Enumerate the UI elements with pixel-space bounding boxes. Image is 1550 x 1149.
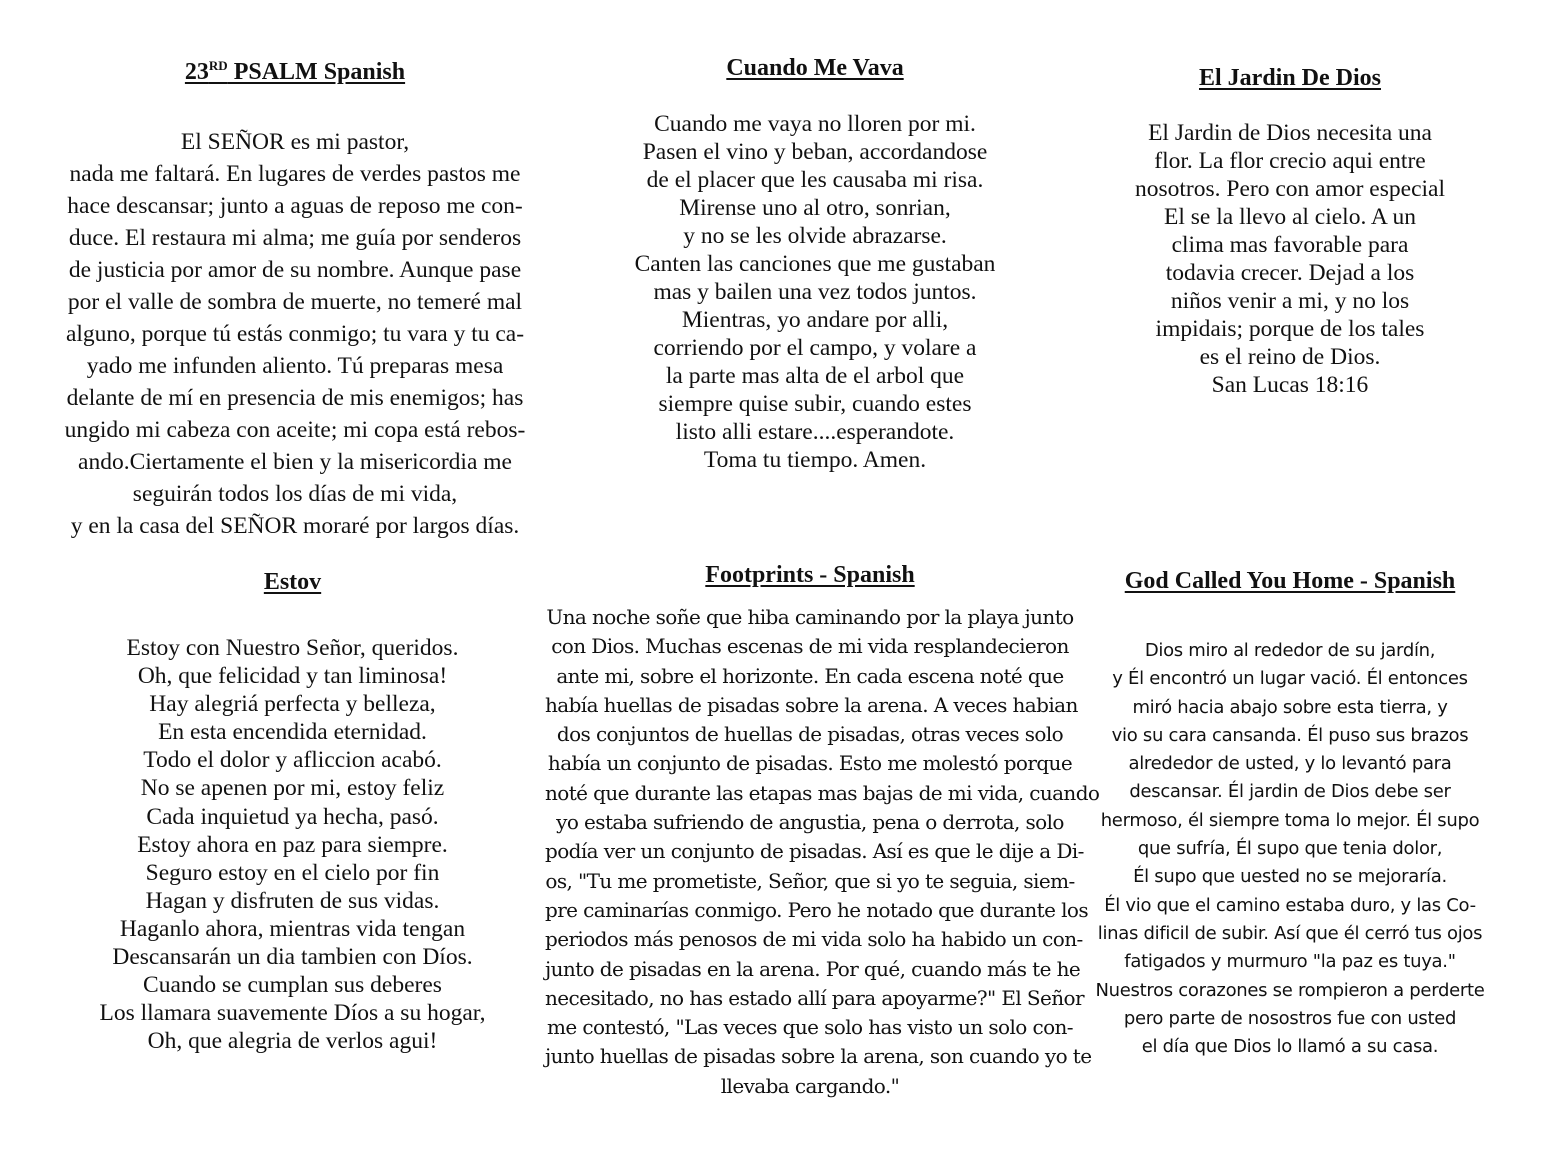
text-line: Haganlo ahora, mientras vida tengan — [119, 915, 466, 942]
el-jardin-de-dios-body — [1100, 119, 1480, 399]
text-line: y Él encontró un lugar vació. Él entonces — [1112, 668, 1468, 690]
text-line: En esta encendida eternidad. — [158, 719, 427, 746]
text-line: linas dificil de subir. Así que él cerró tus ojos — [1097, 922, 1483, 944]
text-line: junto de pisadas en la arena. Por qué, cuando más te he — [545, 956, 1081, 981]
text-line: nosotros. Pero con amor especial — [1135, 176, 1445, 202]
text-line: Descansarán un dia tambien con Díos. — [112, 944, 473, 971]
title-number: 23 — [184, 59, 209, 85]
text-line: periodos más penosos de mi vida solo ha habido un con- — [545, 927, 1083, 952]
text-line: Dios miro al rededor de su jardín, — [1144, 640, 1436, 661]
text-line: Una noche soñe que hiba caminando por la playa junto — [546, 605, 1074, 629]
text-line: me contestó, "Las veces que solo has visto un solo con- — [547, 1015, 1073, 1040]
text-line: ante mi, sobre el horizonte. En cada escena noté que — [556, 663, 1064, 688]
text-line: la parte mas alta de el arbol que — [665, 363, 965, 389]
text-line: Los llamara suavemente Díos a su hogar, — [99, 1000, 486, 1027]
text-line: Canten las canciones que me gustaban — [634, 251, 996, 277]
text-line: Todo el dolor y afliccion acabó. — [143, 747, 442, 774]
text-line: listo alli estare....esperandote. — [675, 419, 955, 445]
text-line: necesitado, no has estado allí para apoyarme?" El Señor — [545, 985, 1084, 1010]
psalm-23-panel — [40, 52, 550, 542]
text-line: noté que durante las etapas mas bajas de mi vida, cuando — [545, 780, 1100, 805]
text-line: alrededor de usted, y lo levantó para — [1128, 753, 1452, 775]
god-called-you-home-panel — [1080, 567, 1500, 1061]
text-line: impidais; porque de los tales — [1155, 316, 1425, 342]
footprints-title: Footprints - Spanish — [705, 562, 915, 588]
text-line: vio su cara cansanda. Él puso sus brazos — [1111, 724, 1469, 746]
footprints-panel — [545, 561, 1100, 1101]
text-line: corriendo por el campo, y volare a — [653, 335, 977, 361]
text-line: todavia crecer. Dejad a los — [1165, 260, 1415, 286]
text-line: podía ver un conjunto de pisadas. Así es que le dije a Di- — [545, 839, 1084, 864]
text-line: con Dios. Muchas escenas de mi vida resplandecieron — [551, 634, 1069, 659]
psalm-23-body — [40, 126, 550, 542]
text-line: Hay alegriá perfecta y belleza, — [149, 691, 436, 718]
text-line: Cuando se cumplan sus deberes — [143, 972, 442, 999]
el-jardin-de-dios-title: El Jardin De Dios — [1198, 65, 1381, 91]
cuando-me-vaya-panel — [600, 54, 1030, 474]
text-line: descansar. Él jardin de Dios debe ser — [1129, 781, 1451, 803]
text-line: Pasen el vino y beban, accordandose — [642, 139, 988, 165]
text-line: ando.Ciertamente el bien y la misericordia me — [78, 449, 512, 475]
text-line: pero parte de nosostros fue con usted — [1123, 1007, 1457, 1029]
text-line: nada me faltará. En lugares de verdes pastos me — [69, 161, 521, 187]
text-line: Mirense uno al otro, sonrian, — [679, 195, 951, 221]
text-line: ungido mi cabeza con aceite; mi copa está rebos- — [64, 417, 526, 443]
text-line: El se la llevo al cielo. A un — [1164, 204, 1416, 230]
text-line: os, "Tu me prometiste, Señor, que si yo te seguia, siem- — [545, 868, 1075, 893]
text-line: yo estaba sufriendo de angustia, pena o derrota, solo — [556, 810, 1064, 835]
footprints-body — [545, 603, 1100, 1101]
text-line: Él vio que el camino estaba duro, y las Co- — [1104, 894, 1476, 916]
text-line: mas y bailen una vez todos juntos. — [653, 279, 977, 305]
text-line: El Jardin de Dios necesita una — [1148, 120, 1432, 146]
cuando-me-vaya-title: Cuando Me Vava — [726, 55, 904, 81]
psalm-23-title — [40, 52, 550, 86]
text-line: Estoy con Nuestro Señor, queridos. — [126, 635, 459, 661]
text-line: Oh, que felicidad y tan liminosa! — [137, 663, 448, 690]
text-line: Oh, que alegria de verlos agui! — [147, 1028, 438, 1055]
text-line: dos conjuntos de huellas de pisadas, otras veces solo — [556, 722, 1064, 747]
text-line: niños venir a mi, y no los — [1170, 288, 1410, 314]
el-jardin-de-dios-panel — [1100, 64, 1480, 399]
text-line: por el valle de sombra de muerte, no temeré mal — [67, 289, 523, 315]
estoy-title: Estov — [263, 569, 322, 595]
estoy-panel — [60, 568, 525, 1055]
text-line: fatigados y murmuro "la paz es tuya." — [1124, 951, 1456, 973]
text-line: El SEÑOR es mi pastor, — [180, 129, 410, 155]
cuando-me-vaya-body — [600, 110, 1030, 474]
text-line: yado me infunden aliento. Tú preparas mesa — [86, 353, 504, 379]
scripture-reference: San Lucas 18:16 — [1211, 372, 1369, 398]
estoy-body — [60, 634, 525, 1055]
text-line: había un conjunto de pisadas. Esto me molestó porque — [547, 751, 1073, 776]
text-line: Cada inquietud ya hecha, pasó. — [146, 803, 439, 830]
text-line: Nuestros corazones se rompieron a perderte — [1095, 979, 1485, 1001]
text-line: Estoy ahora en paz para siempre. — [137, 831, 448, 858]
text-line: de justicia por amor de su nombre. Aunque pase — [68, 257, 522, 283]
text-line: delante de mí en presencia de mis enemigos; has — [66, 385, 524, 411]
text-line: Toma tu tiempo. Amen. — [703, 447, 927, 473]
text-line: y en la casa del SEÑOR moraré por largos días. — [70, 513, 520, 539]
text-line: junto huellas de pisadas sobre la arena, son cuando yo te — [545, 1044, 1092, 1069]
text-line: Mientras, yo andare por alli, — [681, 307, 949, 333]
text-line: Él supo que uested no se mejoraría. — [1133, 866, 1447, 888]
text-line: que sufría, Él supo que tenia dolor, — [1137, 838, 1443, 860]
god-called-you-home-body — [1080, 637, 1500, 1061]
text-line: hace descansar; junto a aguas de reposo me con- — [67, 193, 523, 219]
text-line: flor. La flor crecio aqui entre — [1154, 148, 1426, 174]
text-line: clima mas favorable para — [1171, 232, 1409, 258]
god-called-you-home-title: God Called You Home - Spanish — [1124, 568, 1456, 594]
text-line: Hagan y disfruten de sus vidas. — [145, 887, 440, 914]
text-line: de el placer que les causaba mi risa. — [646, 167, 984, 193]
text-line: pre caminarías conmigo. Pero he notado que durante los — [545, 897, 1089, 922]
text-line: alguno, porque tú estás conmigo; tu vara y tu ca- — [65, 321, 525, 347]
text-line: miró hacia abajo sobre esta tierra, y — [1132, 696, 1448, 718]
text-line: siempre quise subir, cuando estes — [658, 391, 972, 417]
text-line: hermoso, él siempre toma lo mejor. Él supo — [1100, 809, 1480, 831]
text-line: duce. El restaura mi alma; me guía por senderos — [68, 225, 522, 251]
text-line: y no se les olvide abrazarse. — [683, 223, 947, 249]
title-text: PSALM Spanish — [227, 59, 406, 85]
text-line: el día que Dios lo llamó a su casa. — [1141, 1036, 1439, 1058]
title-superscript: RD — [208, 58, 228, 73]
text-line: seguirán todos los días de mi vida, — [132, 481, 458, 507]
text-line: Seguro estoy en el cielo por fin — [145, 859, 440, 886]
text-line: había huellas de pisadas sobre la arena. A veces habian — [545, 692, 1078, 717]
text-line: es el reino de Dios. — [1199, 344, 1381, 370]
text-line: llevaba cargando." — [720, 1073, 900, 1098]
text-line: Cuando me vaya no lloren por mi. — [654, 111, 976, 137]
text-line: No se apenen por mi, estoy feliz — [140, 775, 445, 802]
